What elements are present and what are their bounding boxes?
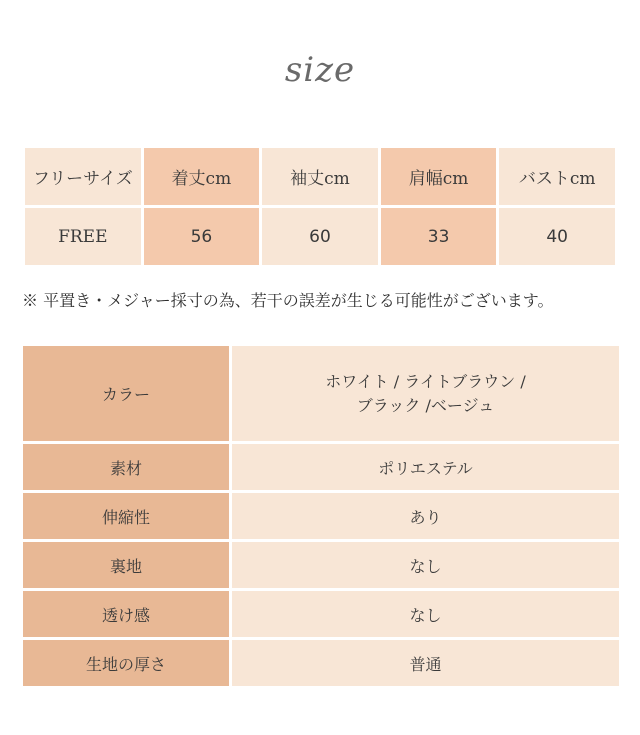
header-sleeve: 袖丈cm (262, 148, 378, 205)
detail-value-thickness: 普通 (232, 640, 619, 686)
detail-row-material (23, 444, 619, 490)
measurement-note: ※ 平置き・メジャー採寸の為、若干の誤差が生じる可能性がございます。 (22, 291, 554, 310)
detail-value-lining: なし (232, 542, 619, 588)
value-shoulder: 33 (381, 208, 497, 265)
detail-row-stretch (23, 493, 619, 539)
header-shoulder: 肩幅cm (381, 148, 497, 205)
detail-value-stretch: あり (232, 493, 619, 539)
detail-label-stretch: 伸縮性 (23, 493, 232, 539)
detail-label-sheerness: 透け感 (23, 591, 232, 637)
detail-row-sheerness (23, 591, 619, 637)
detail-row-thickness (23, 640, 619, 686)
detail-label-thickness: 生地の厚さ (23, 640, 232, 686)
detail-value-sheerness: なし (232, 591, 619, 637)
detail-table (23, 343, 619, 689)
color-line-1: ホワイト / ライトブラウン / (325, 371, 526, 391)
detail-row-color (23, 346, 619, 441)
header-bust: バストcm (499, 148, 615, 205)
detail-value-color (232, 346, 619, 441)
detail-label-material: 素材 (23, 444, 232, 490)
detail-label-color: カラー (23, 346, 232, 441)
size-table (22, 145, 618, 268)
detail-row-lining (23, 542, 619, 588)
header-free-size: フリーサイズ (25, 148, 141, 205)
value-bust: 40 (499, 208, 615, 265)
color-line-2: ブラック /ベージュ (356, 395, 495, 415)
size-header-row (25, 148, 615, 205)
size-title: size (284, 50, 356, 90)
value-size: FREE (25, 208, 141, 265)
detail-label-lining: 裏地 (23, 542, 232, 588)
detail-value-material: ポリエステル (232, 444, 619, 490)
value-length: 56 (144, 208, 260, 265)
size-value-row (25, 208, 615, 265)
header-length: 着丈cm (144, 148, 260, 205)
value-sleeve: 60 (262, 208, 378, 265)
